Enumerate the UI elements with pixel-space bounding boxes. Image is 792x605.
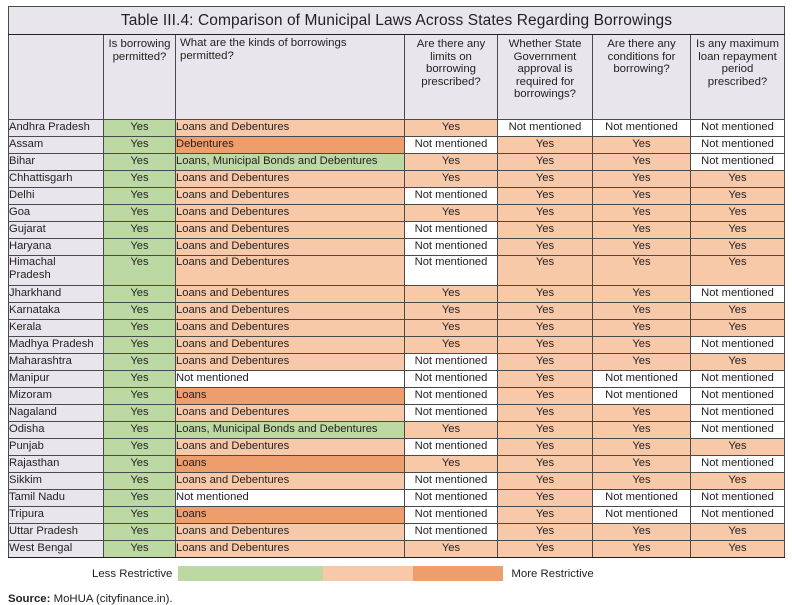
table-row: [9, 473, 785, 490]
cell-max-repayment-period: Not mentioned: [691, 286, 785, 303]
cell-kinds-of-borrowings: Debentures: [176, 137, 405, 154]
cell-limits-prescribed: Yes: [405, 303, 498, 320]
cell-conditions-for-borrowing: Not mentioned: [593, 388, 691, 405]
cell-kinds-of-borrowings: Loans and Debentures: [176, 303, 405, 320]
cell-limits-prescribed: Yes: [405, 541, 498, 558]
table-row: [9, 439, 785, 456]
cell-limits-prescribed: Not mentioned: [405, 354, 498, 371]
cell-kinds-of-borrowings: Loans and Debentures: [176, 239, 405, 256]
cell-is-borrowing-permitted: Yes: [104, 154, 176, 171]
legend-label-more-restrictive: More Restrictive: [511, 567, 594, 580]
cell-limits-prescribed: Not mentioned: [405, 388, 498, 405]
cell-max-repayment-period: Yes: [691, 439, 785, 456]
table-title: Table III.4: Comparison of Municipal Laws Across States Regarding Borrowings: [9, 7, 785, 35]
cell-max-repayment-period: Yes: [691, 473, 785, 490]
table-header-row: [9, 35, 785, 120]
cell-limits-prescribed: Not mentioned: [405, 473, 498, 490]
cell-state-name: Manipur: [9, 371, 104, 388]
cell-conditions-for-borrowing: Yes: [593, 303, 691, 320]
cell-state-name: Tamil Nadu: [9, 490, 104, 507]
column-header-limits-prescribed: Are there any limits on borrowing prescribed?: [405, 35, 498, 120]
cell-max-repayment-period: Not mentioned: [691, 456, 785, 473]
cell-state-govt-approval: Yes: [498, 490, 593, 507]
cell-is-borrowing-permitted: Yes: [104, 507, 176, 524]
cell-state-name: Mizoram: [9, 388, 104, 405]
table-row: [9, 541, 785, 558]
legend-label-less-restrictive: Less Restrictive: [92, 567, 173, 580]
cell-state-govt-approval: Yes: [498, 256, 593, 286]
cell-is-borrowing-permitted: Yes: [104, 354, 176, 371]
cell-conditions-for-borrowing: Yes: [593, 222, 691, 239]
cell-state-govt-approval: Yes: [498, 439, 593, 456]
legend-gradient-bar: [178, 566, 503, 581]
cell-conditions-for-borrowing: Yes: [593, 171, 691, 188]
cell-max-repayment-period: Not mentioned: [691, 388, 785, 405]
cell-is-borrowing-permitted: Yes: [104, 405, 176, 422]
cell-is-borrowing-permitted: Yes: [104, 171, 176, 188]
cell-is-borrowing-permitted: Yes: [104, 456, 176, 473]
cell-kinds-of-borrowings: Loans and Debentures: [176, 439, 405, 456]
cell-kinds-of-borrowings: Loans and Debentures: [176, 524, 405, 541]
table-row: [9, 239, 785, 256]
cell-state-name: Odisha: [9, 422, 104, 439]
table-row: [9, 405, 785, 422]
cell-state-govt-approval: Yes: [498, 422, 593, 439]
cell-kinds-of-borrowings: Loans and Debentures: [176, 256, 405, 286]
cell-state-govt-approval: Yes: [498, 154, 593, 171]
table-row: [9, 171, 785, 188]
cell-max-repayment-period: Not mentioned: [691, 137, 785, 154]
table-body: [9, 120, 785, 558]
cell-state-govt-approval: Yes: [498, 473, 593, 490]
cell-kinds-of-borrowings: Loans and Debentures: [176, 354, 405, 371]
table-row: [9, 205, 785, 222]
cell-conditions-for-borrowing: Yes: [593, 337, 691, 354]
cell-kinds-of-borrowings: Loans, Municipal Bonds and Debentures: [176, 422, 405, 439]
cell-state-govt-approval: Yes: [498, 405, 593, 422]
cell-kinds-of-borrowings: Loans and Debentures: [176, 120, 405, 137]
cell-limits-prescribed: Not mentioned: [405, 490, 498, 507]
cell-state-name: Delhi: [9, 188, 104, 205]
cell-state-name: Goa: [9, 205, 104, 222]
cell-limits-prescribed: Yes: [405, 320, 498, 337]
cell-is-borrowing-permitted: Yes: [104, 371, 176, 388]
cell-state-govt-approval: Yes: [498, 337, 593, 354]
cell-is-borrowing-permitted: Yes: [104, 205, 176, 222]
cell-limits-prescribed: Yes: [405, 456, 498, 473]
cell-state-name: Nagaland: [9, 405, 104, 422]
cell-is-borrowing-permitted: Yes: [104, 239, 176, 256]
cell-max-repayment-period: Not mentioned: [691, 371, 785, 388]
cell-state-govt-approval: Yes: [498, 303, 593, 320]
table-row: [9, 371, 785, 388]
cell-conditions-for-borrowing: Yes: [593, 188, 691, 205]
cell-state-name: Maharashtra: [9, 354, 104, 371]
cell-max-repayment-period: Yes: [691, 239, 785, 256]
cell-limits-prescribed: Not mentioned: [405, 405, 498, 422]
cell-limits-prescribed: Yes: [405, 286, 498, 303]
cell-limits-prescribed: Yes: [405, 154, 498, 171]
table-row: [9, 337, 785, 354]
cell-conditions-for-borrowing: Not mentioned: [593, 490, 691, 507]
cell-kinds-of-borrowings: Loans and Debentures: [176, 171, 405, 188]
cell-is-borrowing-permitted: Yes: [104, 222, 176, 239]
cell-is-borrowing-permitted: Yes: [104, 490, 176, 507]
cell-kinds-of-borrowings: Loans and Debentures: [176, 541, 405, 558]
table-row: [9, 422, 785, 439]
cell-max-repayment-period: Yes: [691, 541, 785, 558]
cell-limits-prescribed: Not mentioned: [405, 524, 498, 541]
cell-kinds-of-borrowings: Loans and Debentures: [176, 205, 405, 222]
cell-limits-prescribed: Yes: [405, 171, 498, 188]
cell-state-govt-approval: Yes: [498, 137, 593, 154]
source-note: [8, 593, 784, 605]
cell-kinds-of-borrowings: Loans and Debentures: [176, 222, 405, 239]
table-row: [9, 354, 785, 371]
cell-max-repayment-period: Yes: [691, 205, 785, 222]
cell-state-govt-approval: Yes: [498, 239, 593, 256]
cell-max-repayment-period: Yes: [691, 171, 785, 188]
legend-swatch-more-restrictive: [413, 566, 503, 581]
cell-max-repayment-period: Not mentioned: [691, 405, 785, 422]
cell-kinds-of-borrowings: Loans and Debentures: [176, 320, 405, 337]
cell-state-name: Karnataka: [9, 303, 104, 320]
cell-is-borrowing-permitted: Yes: [104, 422, 176, 439]
cell-limits-prescribed: Not mentioned: [405, 371, 498, 388]
cell-max-repayment-period: Not mentioned: [691, 422, 785, 439]
cell-max-repayment-period: Not mentioned: [691, 120, 785, 137]
cell-kinds-of-borrowings: Not mentioned: [176, 490, 405, 507]
cell-state-name: Assam: [9, 137, 104, 154]
cell-state-govt-approval: Yes: [498, 205, 593, 222]
table-row: [9, 524, 785, 541]
cell-state-name: Madhya Pradesh: [9, 337, 104, 354]
cell-conditions-for-borrowing: Yes: [593, 320, 691, 337]
cell-state-name: Himachal Pradesh: [9, 256, 104, 286]
cell-conditions-for-borrowing: Yes: [593, 422, 691, 439]
column-header-kinds-of-borrowings: What are the kinds of borrowings permitted?: [176, 35, 405, 120]
cell-conditions-for-borrowing: Yes: [593, 473, 691, 490]
cell-conditions-for-borrowing: Yes: [593, 354, 691, 371]
cell-is-borrowing-permitted: Yes: [104, 137, 176, 154]
cell-state-name: Bihar: [9, 154, 104, 171]
cell-limits-prescribed: Yes: [405, 337, 498, 354]
cell-max-repayment-period: Yes: [691, 320, 785, 337]
cell-limits-prescribed: Not mentioned: [405, 137, 498, 154]
table-title-row: [9, 7, 785, 35]
cell-state-name: Jharkhand: [9, 286, 104, 303]
cell-state-name: Rajasthan: [9, 456, 104, 473]
municipal-laws-table: [8, 6, 785, 558]
cell-max-repayment-period: Yes: [691, 524, 785, 541]
cell-state-govt-approval: Yes: [498, 541, 593, 558]
cell-conditions-for-borrowing: Yes: [593, 286, 691, 303]
cell-state-name: Uttar Pradesh: [9, 524, 104, 541]
cell-state-govt-approval: Yes: [498, 507, 593, 524]
cell-kinds-of-borrowings: Loans and Debentures: [176, 188, 405, 205]
cell-max-repayment-period: Yes: [691, 354, 785, 371]
table-row: [9, 188, 785, 205]
cell-is-borrowing-permitted: Yes: [104, 286, 176, 303]
table-row: [9, 286, 785, 303]
cell-is-borrowing-permitted: Yes: [104, 388, 176, 405]
cell-max-repayment-period: Yes: [691, 256, 785, 286]
cell-conditions-for-borrowing: Not mentioned: [593, 120, 691, 137]
column-header-state-govt-approval: Whether State Government approval is required for borrowings?: [498, 35, 593, 120]
cell-is-borrowing-permitted: Yes: [104, 188, 176, 205]
cell-limits-prescribed: Not mentioned: [405, 239, 498, 256]
cell-state-name: Sikkim: [9, 473, 104, 490]
cell-limits-prescribed: Yes: [405, 120, 498, 137]
cell-is-borrowing-permitted: Yes: [104, 337, 176, 354]
cell-limits-prescribed: Not mentioned: [405, 256, 498, 286]
cell-conditions-for-borrowing: Yes: [593, 405, 691, 422]
cell-conditions-for-borrowing: Yes: [593, 154, 691, 171]
column-header-max-repayment-period: Is any maximum loan repayment period prescribed?: [691, 35, 785, 120]
cell-conditions-for-borrowing: Yes: [593, 439, 691, 456]
legend-swatch-less-restrictive: [178, 566, 323, 581]
cell-kinds-of-borrowings: Loans and Debentures: [176, 473, 405, 490]
table-row: [9, 507, 785, 524]
cell-is-borrowing-permitted: Yes: [104, 473, 176, 490]
cell-conditions-for-borrowing: Yes: [593, 239, 691, 256]
cell-conditions-for-borrowing: Not mentioned: [593, 507, 691, 524]
cell-is-borrowing-permitted: Yes: [104, 120, 176, 137]
cell-state-govt-approval: Yes: [498, 171, 593, 188]
cell-state-name: Punjab: [9, 439, 104, 456]
cell-state-govt-approval: Yes: [498, 188, 593, 205]
cell-conditions-for-borrowing: Yes: [593, 456, 691, 473]
cell-kinds-of-borrowings: Loans and Debentures: [176, 405, 405, 422]
table-row: [9, 137, 785, 154]
table-row: [9, 154, 785, 171]
cell-is-borrowing-permitted: Yes: [104, 524, 176, 541]
cell-conditions-for-borrowing: Yes: [593, 205, 691, 222]
cell-state-name: Tripura: [9, 507, 104, 524]
table-row: [9, 120, 785, 137]
cell-limits-prescribed: Not mentioned: [405, 439, 498, 456]
cell-max-repayment-period: Not mentioned: [691, 490, 785, 507]
cell-state-govt-approval: Yes: [498, 388, 593, 405]
cell-conditions-for-borrowing: Yes: [593, 524, 691, 541]
cell-state-govt-approval: Yes: [498, 354, 593, 371]
cell-limits-prescribed: Not mentioned: [405, 222, 498, 239]
cell-kinds-of-borrowings: Loans: [176, 507, 405, 524]
cell-state-govt-approval: Yes: [498, 286, 593, 303]
cell-kinds-of-borrowings: Loans: [176, 456, 405, 473]
cell-state-name: Gujarat: [9, 222, 104, 239]
cell-max-repayment-period: Not mentioned: [691, 154, 785, 171]
table-row: [9, 490, 785, 507]
cell-limits-prescribed: Yes: [405, 205, 498, 222]
table-row: [9, 256, 785, 286]
table-row: [9, 388, 785, 405]
cell-conditions-for-borrowing: Yes: [593, 541, 691, 558]
cell-kinds-of-borrowings: Not mentioned: [176, 371, 405, 388]
cell-max-repayment-period: Yes: [691, 222, 785, 239]
column-header-state: [9, 35, 104, 120]
column-header-conditions-for-borrowing: Are there any conditions for borrowing?: [593, 35, 691, 120]
cell-state-govt-approval: Yes: [498, 320, 593, 337]
cell-kinds-of-borrowings: Loans and Debentures: [176, 286, 405, 303]
cell-kinds-of-borrowings: Loans and Debentures: [176, 337, 405, 354]
table-row: [9, 456, 785, 473]
source-prefix: Source:: [8, 593, 51, 605]
cell-max-repayment-period: Yes: [691, 303, 785, 320]
cell-max-repayment-period: Not mentioned: [691, 337, 785, 354]
cell-state-govt-approval: Yes: [498, 456, 593, 473]
cell-is-borrowing-permitted: Yes: [104, 303, 176, 320]
table-row: [9, 303, 785, 320]
cell-state-govt-approval: Yes: [498, 524, 593, 541]
cell-is-borrowing-permitted: Yes: [104, 541, 176, 558]
cell-kinds-of-borrowings: Loans: [176, 388, 405, 405]
cell-conditions-for-borrowing: Yes: [593, 137, 691, 154]
source-text: MoHUA (cityfinance.in).: [53, 593, 173, 605]
cell-limits-prescribed: Not mentioned: [405, 188, 498, 205]
table-row: [9, 222, 785, 239]
cell-max-repayment-period: Not mentioned: [691, 507, 785, 524]
cell-state-name: Haryana: [9, 239, 104, 256]
cell-limits-prescribed: Not mentioned: [405, 507, 498, 524]
cell-state-name: Kerala: [9, 320, 104, 337]
cell-state-govt-approval: Yes: [498, 371, 593, 388]
cell-is-borrowing-permitted: Yes: [104, 256, 176, 286]
cell-is-borrowing-permitted: Yes: [104, 320, 176, 337]
cell-conditions-for-borrowing: Yes: [593, 256, 691, 286]
cell-state-name: West Bengal: [9, 541, 104, 558]
cell-max-repayment-period: Yes: [691, 188, 785, 205]
legend: [8, 566, 784, 581]
table-row: [9, 320, 785, 337]
cell-state-name: Andhra Pradesh: [9, 120, 104, 137]
cell-state-name: Chhattisgarh: [9, 171, 104, 188]
column-header-is-borrowing-permitted: Is borrowing permitted?: [104, 35, 176, 120]
legend-swatch-moderate: [323, 566, 413, 581]
cell-kinds-of-borrowings: Loans, Municipal Bonds and Debentures: [176, 154, 405, 171]
cell-is-borrowing-permitted: Yes: [104, 439, 176, 456]
cell-state-govt-approval: Yes: [498, 222, 593, 239]
cell-state-govt-approval: Not mentioned: [498, 120, 593, 137]
cell-limits-prescribed: Yes: [405, 422, 498, 439]
cell-conditions-for-borrowing: Not mentioned: [593, 371, 691, 388]
